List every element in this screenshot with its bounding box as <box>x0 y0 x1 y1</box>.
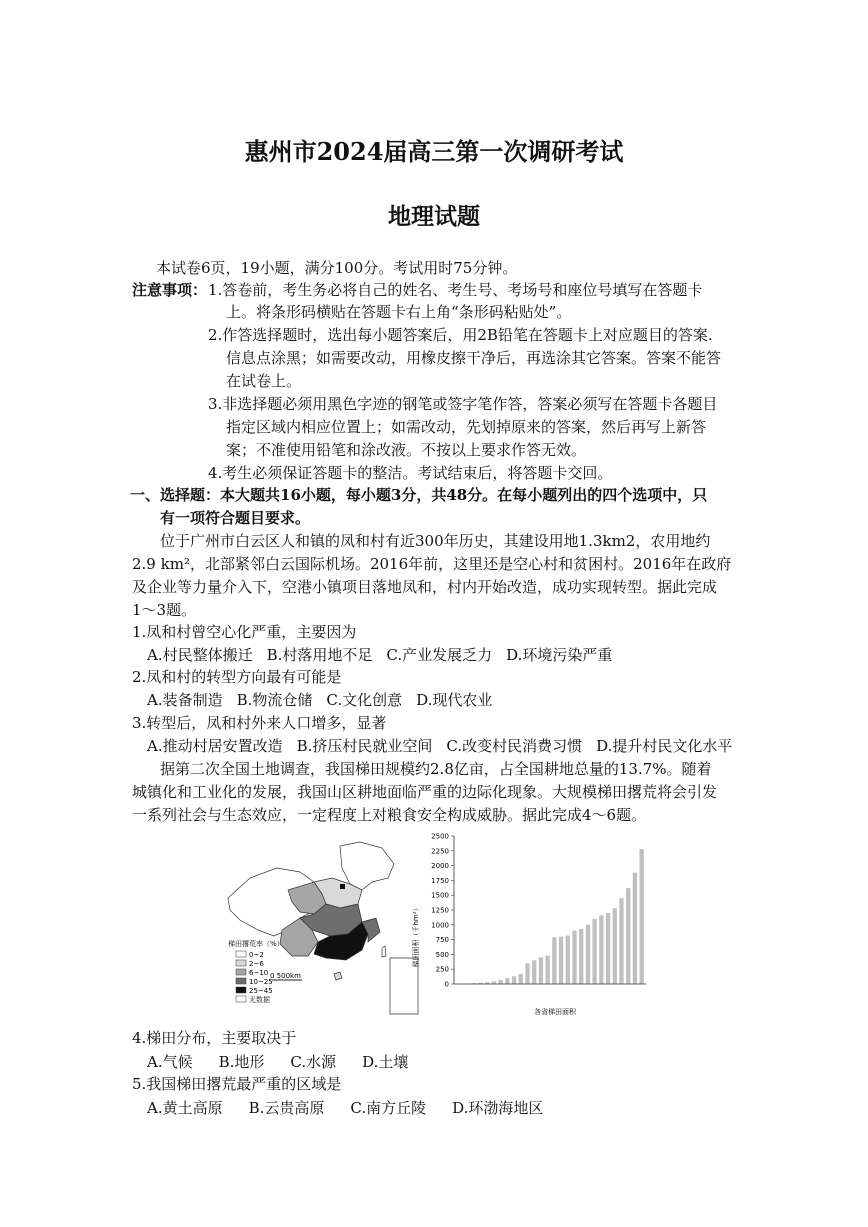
terrace-abandonment-map <box>222 838 420 1018</box>
map-hainan <box>334 972 342 980</box>
chart-y-tick-label: 250 <box>435 965 449 974</box>
exam-title: 惠州市2024届高三第一次调研考试 <box>244 137 624 166</box>
q4-option-c: C.水源 <box>290 1053 337 1071</box>
passage2-line-2: 城镇化和工业化的发展，我国山区耕地面临严重的边际化现象。大规模梯田撂荒将会引发 <box>132 783 718 801</box>
chart-bar <box>559 937 563 984</box>
passage2-line-3: 一系列社会与生态效应，一定程度上对粮食安全构成威胁。据此完成4～6题。 <box>132 806 647 824</box>
map-legend-label: 无数据 <box>249 996 270 1004</box>
q2-option-b: B.物流仓储 <box>236 691 313 709</box>
question-5-options <box>147 1097 557 1118</box>
chart-bar <box>633 873 637 984</box>
note-3-line-3: 案；不准使用铅笔和涂改液。不按以上要求作答无效。 <box>226 441 587 459</box>
note-4-line-1: 4.考生必须保证答题卡的整洁。考试结束后，将答题卡交回。 <box>208 464 613 482</box>
chart-bar <box>586 925 590 984</box>
map-legend-swatch <box>236 969 246 975</box>
q1-option-c: C.产业发展乏力 <box>386 646 493 664</box>
chart-y-tick-label: 2500 <box>431 832 449 841</box>
note-2-line-1: 2.作答选择题时，选出每小题答案后，用2B铅笔在答题卡上对应题目的答案. <box>208 326 713 344</box>
question-1-stem: 1.凤和村曾空心化严重，主要因为 <box>132 623 357 641</box>
chart-y-tick-label: 2250 <box>431 847 449 856</box>
q2-option-d: D.现代农业 <box>416 691 493 709</box>
map-legend-label: 6~10 <box>249 969 269 977</box>
question-1-options <box>147 644 626 665</box>
chart-bar <box>619 898 623 984</box>
chart-bar <box>606 913 610 984</box>
passage1-line-1: 位于广州市白云区人和镇的凤和村有近300年历史，其建设用地1.3km2，农用地约 <box>160 532 711 550</box>
chart-xlabel: 各省梯田面积 <box>534 1008 576 1016</box>
chart-y-tick-label: 1250 <box>431 906 449 915</box>
note-3-line-1: 3.非选择题必须用黑色字迹的钢笔或签字笔作答，答案必须写在答题卡各题目 <box>208 395 718 413</box>
passage2-line-1: 据第二次全国土地调查，我国梯田规模约2.8亿亩，占全国耕地总量的13.7%。随着 <box>160 760 712 778</box>
q3-option-a: A.推动村居安置改造 <box>147 737 283 755</box>
chart-bar <box>613 908 617 984</box>
q5-option-d: D.环渤海地区 <box>452 1099 544 1117</box>
note-1-line-1: 1.答卷前，考生务必将自己的姓名、考生号、考场号和座位号填写在答题卡 <box>208 281 703 299</box>
note-3-line-2: 指定区域内相应位置上；如需改动，先划掉原来的答案，然后再写上新答 <box>226 418 707 436</box>
q2-option-a: A.装备制造 <box>147 691 223 709</box>
chart-bar <box>498 980 502 984</box>
notes-label: 注意事项： <box>132 281 208 299</box>
map-legend-label: 2~6 <box>249 960 264 968</box>
chart-y-tick-label: 1750 <box>431 876 449 885</box>
map-legend-label: 25~45 <box>249 987 273 995</box>
q3-option-b: B.挤压村民就业空间 <box>296 737 433 755</box>
q1-option-a: A.村民整体搬迁 <box>147 646 253 664</box>
q4-option-b: B.地形 <box>218 1053 265 1071</box>
map-legend-swatch <box>236 960 246 966</box>
chart-bar <box>572 931 576 984</box>
map-legend-swatch <box>236 996 246 1002</box>
q2-option-c: C.文化创意 <box>326 691 403 709</box>
chart-y-tick-label: 500 <box>435 950 449 959</box>
question-5-stem: 5.我国梯田撂荒最严重的区域是 <box>132 1075 342 1093</box>
chart-bar <box>579 929 583 984</box>
chart-y-tick-label: 750 <box>435 936 449 945</box>
chart-bar <box>512 976 516 984</box>
chart-bar <box>519 974 523 984</box>
question-4-options <box>147 1051 422 1072</box>
q4-option-a: A.气候 <box>147 1053 193 1071</box>
intro-text: 本试卷6页，19小题，满分100分。考试用时75分钟。 <box>156 259 518 277</box>
q5-option-a: A.黄土高原 <box>147 1099 223 1117</box>
terrace-area-bar-chart <box>410 826 670 1018</box>
map-legend-swatch <box>236 987 246 993</box>
question-3-stem: 3.转型后，凤和村外来人口增多，显著 <box>132 714 387 732</box>
map-legend-label: 0~2 <box>249 951 264 959</box>
exam-subtitle: 地理试题 <box>388 203 480 230</box>
note-1-line-2: 上。将条形码横贴在答题卡右上角“条形码粘贴处”。 <box>226 303 572 321</box>
map-beijing-marker <box>340 884 345 889</box>
note-2-line-3: 在试卷上。 <box>226 372 302 390</box>
passage1-line-2: 2.9 km²，北部紧邻白云国际机场。2016年前，这里还是空心村和贫困村。2016年在政府 <box>132 555 732 573</box>
map-legend-swatch <box>236 951 246 957</box>
chart-y-tick-label: 2000 <box>431 862 449 871</box>
map-scale-label: 0 500km <box>270 972 301 980</box>
passage1-line-4: 1～3题。 <box>132 601 197 619</box>
question-3-options <box>147 735 746 756</box>
chart-bar <box>592 919 596 984</box>
map-legend-title: 梯田撂荒率（%） <box>228 940 284 948</box>
map-legend-label: 10~25 <box>249 978 273 986</box>
chart-bar <box>552 937 556 984</box>
map-taiwan <box>382 946 386 957</box>
chart-ylabel: 梯田面积（千hm²） <box>412 904 420 968</box>
chart-bar <box>505 978 509 984</box>
map-outline-northeast <box>340 842 394 890</box>
chart-bar <box>525 963 529 984</box>
chart-bar <box>545 956 549 984</box>
q3-option-d: D.提升村民文化水平 <box>596 737 733 755</box>
note-2-line-2: 信息点涂黑；如需要改动，用橡皮擦干净后，再选涂其它答案。答案不能答 <box>226 349 722 367</box>
question-2-stem: 2.凤和村的转型方向最有可能是 <box>132 668 342 686</box>
chart-y-tick-label: 1000 <box>431 921 449 930</box>
map-legend-swatch <box>236 978 246 984</box>
chart-bar <box>566 935 570 984</box>
chart-bar <box>626 888 630 984</box>
chart-bar <box>639 849 643 984</box>
chart-y-tick-label: 0 <box>444 980 449 989</box>
q3-option-c: C.改变村民消费习惯 <box>446 737 583 755</box>
q5-option-b: B.云贵高原 <box>248 1099 325 1117</box>
q1-option-b: B.村落用地不足 <box>266 646 373 664</box>
passage1-line-3: 及企业等力量介入下，空港小镇项目落地凤和，村内开始改造，成功实现转型。据此完成 <box>132 578 718 596</box>
q5-option-c: C.南方丘陵 <box>350 1099 427 1117</box>
chart-bar <box>532 960 536 984</box>
chart-y-tick-label: 1500 <box>431 891 449 900</box>
q4-option-d: D.土壤 <box>362 1053 409 1071</box>
section-heading-line-1: 一、选择题：本大题共16小题，每小题3分，共48分。在每小题列出的四个选项中，只 <box>130 486 708 504</box>
q1-option-d: D.环境污染严重 <box>506 646 613 664</box>
question-2-options <box>147 689 506 710</box>
chart-bar <box>599 915 603 984</box>
question-4-stem: 4.梯田分布，主要取决于 <box>132 1029 297 1047</box>
chart-bar <box>539 957 543 984</box>
section-heading-line-2: 有一项符合题目要求。 <box>160 509 311 527</box>
